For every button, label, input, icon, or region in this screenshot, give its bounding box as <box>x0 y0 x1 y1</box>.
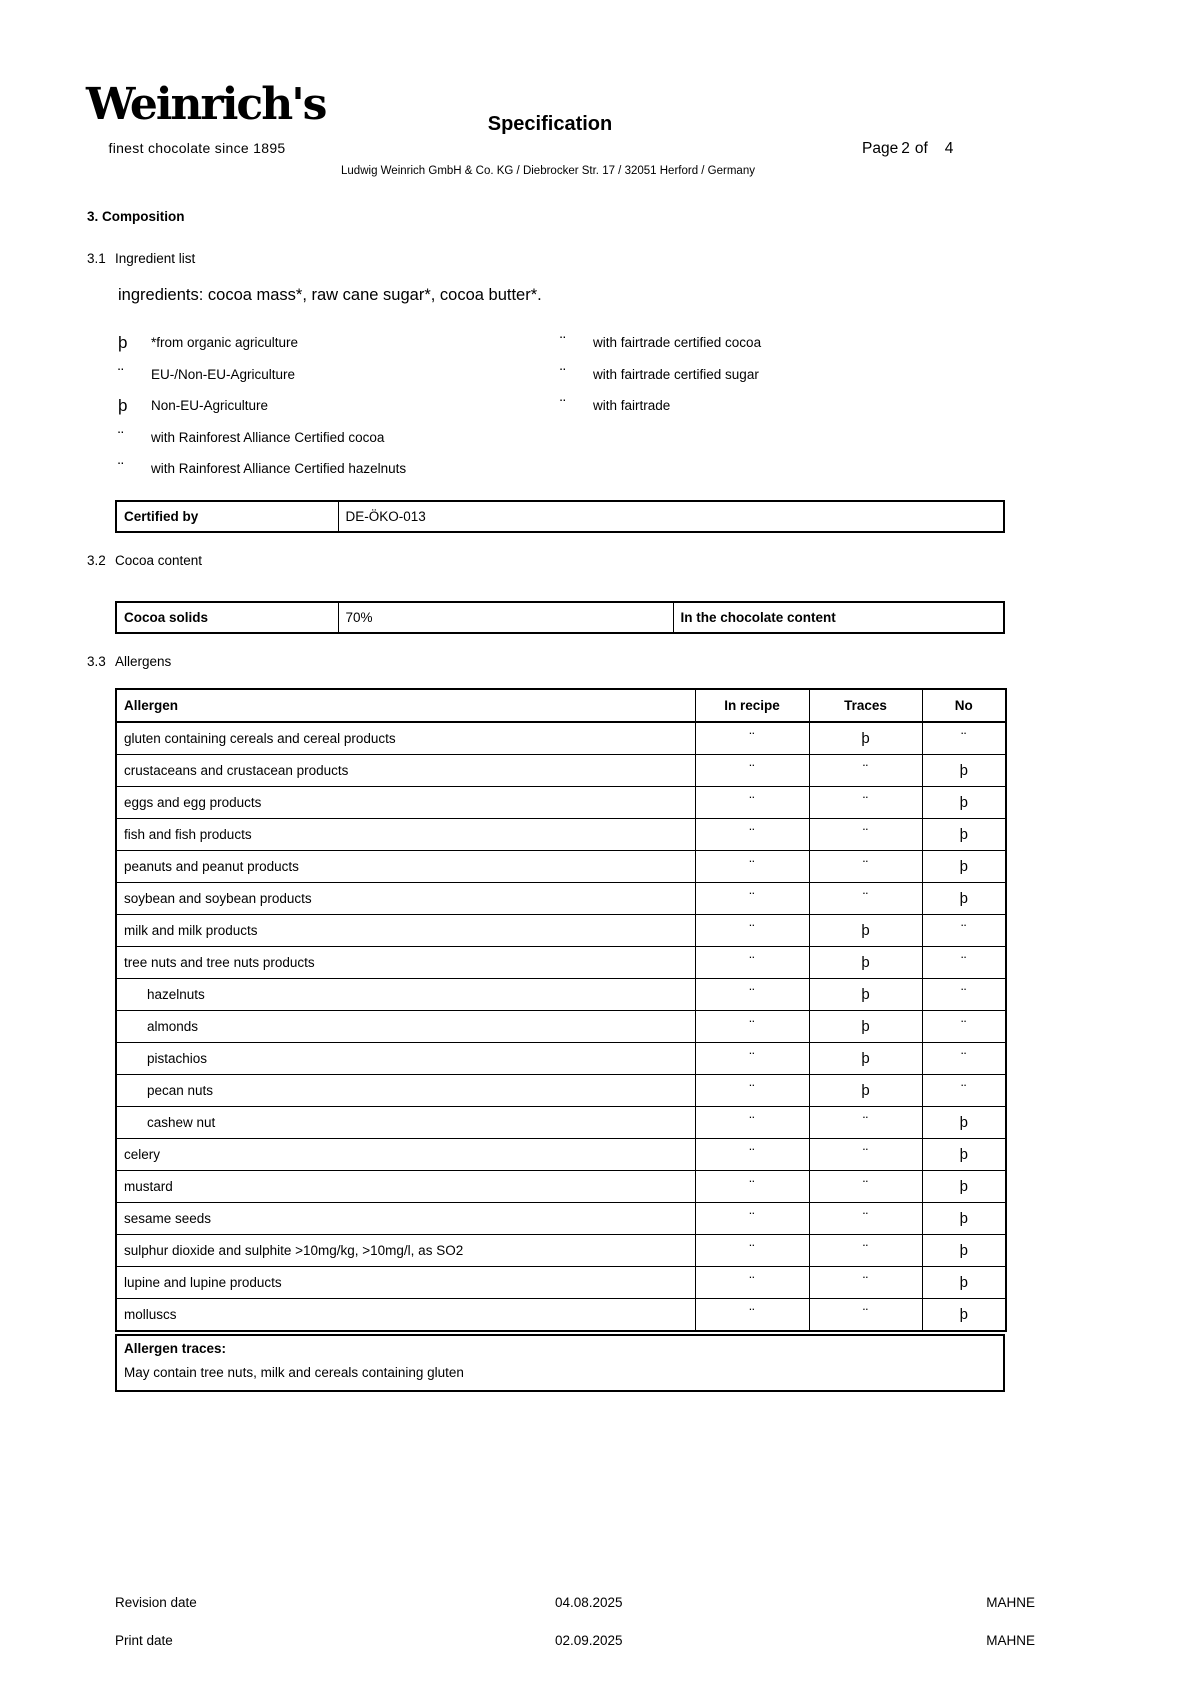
traces-checkbox-icon: þ <box>809 947 922 979</box>
agriculture-checklist <box>118 327 406 485</box>
allergen-name: almonds <box>116 1011 695 1043</box>
cocoa-solids-note: In the chocolate content <box>673 602 1004 633</box>
checklist-item-label: with fairtrade certified sugar <box>593 366 759 382</box>
table-row <box>116 1171 1006 1203</box>
no-checkbox-icon: ¨ <box>922 979 1006 1011</box>
no-checkbox-icon: þ <box>922 819 1006 851</box>
allergen-traces-text: May contain tree nuts, milk and cereals containing gluten <box>124 1365 464 1380</box>
allergen-name: pistachios <box>116 1043 695 1075</box>
section-3-2-title: Cocoa content <box>115 553 203 568</box>
section-3-3-heading <box>87 654 171 669</box>
company-address-line: Ludwig Weinrich GmbH & Co. KG / Diebrocker Str. 17 / 32051 Herford / Germany <box>341 165 755 177</box>
traces-checkbox-icon: ¨ <box>809 787 922 819</box>
allergen-traces-title: Allergen traces: <box>124 1341 227 1356</box>
table-row <box>116 947 1006 979</box>
certified-by-table <box>115 500 1005 533</box>
page-title: Specification <box>487 113 613 135</box>
print-date-value: 02.09.2025 <box>555 1633 623 1648</box>
page-number: 2 <box>901 140 910 157</box>
in-recipe-checkbox-icon: ¨ <box>695 1043 809 1075</box>
no-checkbox-icon: ¨ <box>922 915 1006 947</box>
traces-checkbox-icon: ¨ <box>809 851 922 883</box>
traces-checkbox-icon: þ <box>809 915 922 947</box>
table-row <box>116 501 1004 532</box>
checklist-item-label: with fairtrade <box>593 398 671 414</box>
traces-checkbox-icon: ¨ <box>809 1299 922 1332</box>
table-row <box>116 1075 1006 1107</box>
in-recipe-checkbox-icon: ¨ <box>695 1203 809 1235</box>
table-row <box>116 1043 1006 1075</box>
checkbox-unchecked-icon: ¨ <box>560 333 566 353</box>
checklist-item <box>560 327 761 359</box>
allergen-name: molluscs <box>116 1299 695 1332</box>
checklist-item <box>560 359 761 391</box>
no-checkbox-icon: þ <box>922 883 1006 915</box>
allergen-name: milk and milk products <box>116 915 695 947</box>
cocoa-solids-label: Cocoa solids <box>116 602 338 633</box>
traces-checkbox-icon: ¨ <box>809 1203 922 1235</box>
revision-date-label: Revision date <box>115 1595 197 1610</box>
allergen-name: gluten containing cereals and cereal products <box>116 722 695 755</box>
no-checkbox-icon: ¨ <box>922 947 1006 979</box>
table-row <box>116 915 1006 947</box>
column-header-no: No <box>922 689 1006 722</box>
table-row <box>116 1203 1006 1235</box>
section-3-heading: 3. Composition <box>87 209 185 224</box>
checkbox-unchecked-icon: ¨ <box>560 396 566 416</box>
traces-checkbox-icon: þ <box>809 722 922 755</box>
in-recipe-checkbox-icon: ¨ <box>695 1011 809 1043</box>
allergen-name: soybean and soybean products <box>116 883 695 915</box>
table-row <box>116 883 1006 915</box>
no-checkbox-icon: þ <box>922 1235 1006 1267</box>
column-header-traces: Traces <box>809 689 922 722</box>
allergen-name: hazelnuts <box>116 979 695 1011</box>
ingredient-list-text: ingredients: cocoa mass*, raw cane sugar*, cocoa butter*. <box>118 286 542 304</box>
print-date-row <box>115 1633 1035 1648</box>
table-row <box>116 1235 1006 1267</box>
allergens-table <box>115 688 1007 1332</box>
no-checkbox-icon: þ <box>922 1139 1006 1171</box>
table-row <box>116 1107 1006 1139</box>
revision-author: MAHNE <box>986 1595 1035 1610</box>
table-row <box>116 1011 1006 1043</box>
in-recipe-checkbox-icon: ¨ <box>695 1235 809 1267</box>
in-recipe-checkbox-icon: ¨ <box>695 1075 809 1107</box>
table-header-row <box>116 689 1006 722</box>
checklist-item-label: with fairtrade certified cocoa <box>593 335 762 351</box>
no-checkbox-icon: ¨ <box>922 1075 1006 1107</box>
checkbox-unchecked-icon: ¨ <box>118 427 124 447</box>
certified-by-value: DE-ÖKO-013 <box>338 501 1004 532</box>
no-checkbox-icon: ¨ <box>922 722 1006 755</box>
table-row <box>116 979 1006 1011</box>
allergen-name: sesame seeds <box>116 1203 695 1235</box>
checklist-item <box>560 390 761 422</box>
in-recipe-checkbox-icon: ¨ <box>695 979 809 1011</box>
in-recipe-checkbox-icon: ¨ <box>695 947 809 979</box>
checklist-item-label: EU-/Non-EU-Agriculture <box>151 366 296 382</box>
traces-checkbox-icon: ¨ <box>809 1107 922 1139</box>
traces-checkbox-icon: þ <box>809 1075 922 1107</box>
in-recipe-checkbox-icon: ¨ <box>695 1299 809 1332</box>
logo-tagline: finest chocolate since 1895 <box>108 140 286 157</box>
section-3-3-title: Allergens <box>115 654 172 669</box>
checklist-item <box>118 390 406 422</box>
traces-checkbox-icon: ¨ <box>809 819 922 851</box>
page-total: 4 <box>944 140 954 157</box>
table-row <box>116 1299 1006 1332</box>
traces-checkbox-icon: ¨ <box>809 755 922 787</box>
table-row <box>116 1139 1006 1171</box>
no-checkbox-icon: þ <box>922 1107 1006 1139</box>
revision-date-row <box>115 1595 1035 1610</box>
table-row <box>116 1267 1006 1299</box>
traces-checkbox-icon: ¨ <box>809 1267 922 1299</box>
column-header-allergen: Allergen <box>116 689 695 722</box>
allergen-name: fish and fish products <box>116 819 695 851</box>
in-recipe-checkbox-icon: ¨ <box>695 915 809 947</box>
checklist-item <box>118 359 406 391</box>
revision-date-value: 04.08.2025 <box>555 1595 623 1610</box>
print-date-label: Print date <box>115 1633 173 1648</box>
checkbox-unchecked-icon: ¨ <box>118 459 124 479</box>
allergen-name: sulphur dioxide and sulphite >10mg/kg, >10mg/l, as SO2 <box>116 1235 695 1267</box>
traces-checkbox-icon: ¨ <box>809 883 922 915</box>
allergen-name: cashew nut <box>116 1107 695 1139</box>
in-recipe-checkbox-icon: ¨ <box>695 1107 809 1139</box>
no-checkbox-icon: ¨ <box>922 1011 1006 1043</box>
section-3-1-number: 3.1 <box>87 251 106 266</box>
traces-checkbox-icon: þ <box>809 1011 922 1043</box>
logo-wordmark: Weinrich's <box>86 79 326 130</box>
in-recipe-checkbox-icon: ¨ <box>695 1267 809 1299</box>
no-checkbox-icon: þ <box>922 1171 1006 1203</box>
no-checkbox-icon: þ <box>922 851 1006 883</box>
page-label: Page <box>862 140 899 157</box>
no-checkbox-icon: þ <box>922 787 1006 819</box>
no-checkbox-icon: þ <box>922 1267 1006 1299</box>
table-row <box>116 819 1006 851</box>
checkbox-checked-icon: þ <box>118 396 128 416</box>
cocoa-solids-value: 70% <box>338 602 673 633</box>
section-3-2-number: 3.2 <box>87 553 106 568</box>
checklist-item-label: with Rainforest Alliance Certified cocoa <box>151 429 385 445</box>
table-row <box>116 602 1004 633</box>
section-3-1-title: Ingredient list <box>115 251 196 266</box>
print-author: MAHNE <box>986 1633 1035 1648</box>
in-recipe-checkbox-icon: ¨ <box>695 819 809 851</box>
allergen-traces-box <box>115 1334 1005 1392</box>
no-checkbox-icon: ¨ <box>922 1043 1006 1075</box>
checklist-item-label: with Rainforest Alliance Certified hazelnuts <box>151 461 407 477</box>
section-3-2-heading <box>87 553 202 568</box>
checklist-item <box>118 422 406 454</box>
table-row <box>116 851 1006 883</box>
page-indicator <box>862 140 953 158</box>
traces-checkbox-icon: þ <box>809 979 922 1011</box>
checklist-item <box>118 327 406 359</box>
checkbox-checked-icon: þ <box>118 333 128 353</box>
no-checkbox-icon: þ <box>922 1299 1006 1332</box>
no-checkbox-icon: þ <box>922 1203 1006 1235</box>
in-recipe-checkbox-icon: ¨ <box>695 722 809 755</box>
allergen-name: peanuts and peanut products <box>116 851 695 883</box>
no-checkbox-icon: þ <box>922 755 1006 787</box>
in-recipe-checkbox-icon: ¨ <box>695 883 809 915</box>
checkbox-unchecked-icon: ¨ <box>560 364 566 384</box>
column-header-in-recipe: In recipe <box>695 689 809 722</box>
traces-checkbox-icon: þ <box>809 1043 922 1075</box>
allergen-name: tree nuts and tree nuts products <box>116 947 695 979</box>
in-recipe-checkbox-icon: ¨ <box>695 755 809 787</box>
in-recipe-checkbox-icon: ¨ <box>695 1171 809 1203</box>
table-row <box>116 722 1006 755</box>
table-row <box>116 787 1006 819</box>
section-3-1-heading <box>87 251 195 266</box>
section-3-3-number: 3.3 <box>87 654 106 669</box>
cocoa-content-table <box>115 601 1005 634</box>
traces-checkbox-icon: ¨ <box>809 1139 922 1171</box>
traces-checkbox-icon: ¨ <box>809 1171 922 1203</box>
allergen-name: crustaceans and crustacean products <box>116 755 695 787</box>
fairtrade-checklist <box>560 327 761 422</box>
in-recipe-checkbox-icon: ¨ <box>695 1139 809 1171</box>
checklist-item <box>118 453 406 485</box>
allergen-name: eggs and egg products <box>116 787 695 819</box>
allergen-name: lupine and lupine products <box>116 1267 695 1299</box>
checkbox-unchecked-icon: ¨ <box>118 364 124 384</box>
allergen-name: celery <box>116 1139 695 1171</box>
in-recipe-checkbox-icon: ¨ <box>695 787 809 819</box>
checklist-item-label: *from organic agriculture <box>151 335 299 351</box>
allergen-name: mustard <box>116 1171 695 1203</box>
traces-checkbox-icon: ¨ <box>809 1235 922 1267</box>
page-of-label: of <box>914 140 928 157</box>
checklist-item-label: Non-EU-Agriculture <box>151 398 269 414</box>
allergen-name: pecan nuts <box>116 1075 695 1107</box>
in-recipe-checkbox-icon: ¨ <box>695 851 809 883</box>
table-row <box>116 755 1006 787</box>
certified-by-label: Certified by <box>116 501 338 532</box>
